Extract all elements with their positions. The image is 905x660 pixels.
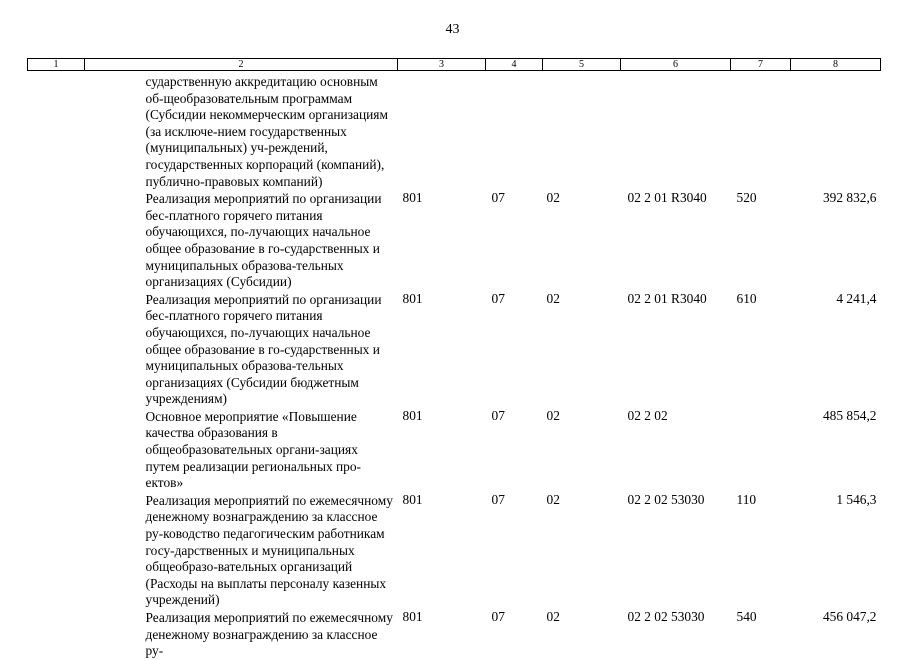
row-amount: 1 546,3 <box>836 491 877 507</box>
table-row <box>28 609 881 660</box>
row-subsection <box>543 71 621 191</box>
table-row <box>28 291 881 408</box>
row-description: Реализация мероприятий по организации бес-платного горячего питания обучающихся, по-лучающих начальное общее образование в го-сударственных и муниципальных образова-тельных организациях (Субсидии бюджетным учреждениям) <box>145 291 382 407</box>
column-header-6: 6 <box>621 59 731 71</box>
table-row <box>28 190 881 291</box>
row-expense-type <box>731 408 791 492</box>
column-header-2: 2 <box>85 59 398 71</box>
row-description: Реализация мероприятий по организации бес-платного горячего питания обучающихся, по-лучающих начальное общее образование в го-сударственных и муниципальных образова-тельных организациях (Субсидии) <box>145 191 382 290</box>
row-subsection: 02 <box>546 609 560 624</box>
column-header-5: 5 <box>543 59 621 71</box>
row-ministry: 801 <box>402 609 423 624</box>
column-header-7: 7 <box>731 59 791 71</box>
row-section: 07 <box>491 190 505 206</box>
row-expense-type: 520 <box>736 190 757 206</box>
row-amount: 485 854,2 <box>822 407 877 423</box>
row-description: сударственную аккредитацию основным об-щеобразовательным программам (Субсидии некоммерческим организациям (за исключе-нием государственных (муниципальных) уч-реждений, государственных корпораций (компаний), публично-правовых компаний) <box>145 74 388 189</box>
row-target <box>621 71 731 191</box>
column-header-8: 8 <box>791 59 881 71</box>
row-subsection: 02 <box>546 190 560 206</box>
row-expense-type: 610 <box>736 290 757 306</box>
row-section: 07 <box>491 609 505 624</box>
row-target: 02 2 02 53030 <box>627 491 705 507</box>
row-amount: 4 241,4 <box>836 290 877 306</box>
row-ministry: 801 <box>402 407 423 423</box>
row-section: 07 <box>491 290 505 306</box>
column-header-3: 3 <box>398 59 486 71</box>
row-spacer <box>28 190 85 291</box>
row-spacer <box>28 609 85 660</box>
row-amount: 456 047,2 <box>822 609 877 624</box>
row-subsection: 02 <box>546 290 560 306</box>
page-number: 43 <box>445 22 460 37</box>
row-spacer <box>28 71 85 191</box>
row-expense-type <box>731 71 791 191</box>
table-row <box>28 492 881 609</box>
row-subsection: 02 <box>546 491 560 507</box>
row-spacer <box>28 492 85 609</box>
row-subsection: 02 <box>546 407 560 423</box>
row-spacer <box>28 291 85 408</box>
row-description: Реализация мероприятий по ежемесячному денежному вознаграждению за классное ру-ководство педагогическим работникам госу-дарственных и муниципальных общеобразо-вательных организаций (Расходы на выплаты персоналу казенных учреждений) <box>145 492 393 608</box>
row-ministry: 801 <box>402 290 423 306</box>
row-expense-type: 540 <box>736 609 757 624</box>
row-description: Основное мероприятие «Повышение качества образования в общеобразовательных органи-зациях путем реализации региональных про-ектов» <box>145 408 361 491</box>
row-ministry: 801 <box>402 491 423 507</box>
table-row <box>28 71 881 191</box>
row-target: 02 2 02 <box>627 407 668 423</box>
row-section <box>486 71 543 191</box>
row-section: 07 <box>491 491 505 507</box>
row-amount: 392 832,6 <box>822 190 877 206</box>
budget-table <box>27 58 881 660</box>
column-header-4: 4 <box>486 59 543 71</box>
row-description: Реализация мероприятий по ежемесячному денежному вознаграждению за классное ру- <box>145 610 393 659</box>
row-ministry: 801 <box>402 190 423 206</box>
row-expense-type: 110 <box>736 491 757 507</box>
row-target: 02 2 01 R3040 <box>627 190 707 206</box>
row-target: 02 2 01 R3040 <box>627 290 707 306</box>
row-ministry <box>398 71 486 191</box>
table-row <box>28 408 881 492</box>
row-spacer <box>28 408 85 492</box>
column-number-header <box>28 59 881 71</box>
column-header-1: 1 <box>28 59 85 71</box>
row-amount <box>791 71 881 191</box>
row-section: 07 <box>491 407 505 423</box>
row-target: 02 2 02 53030 <box>627 609 705 624</box>
